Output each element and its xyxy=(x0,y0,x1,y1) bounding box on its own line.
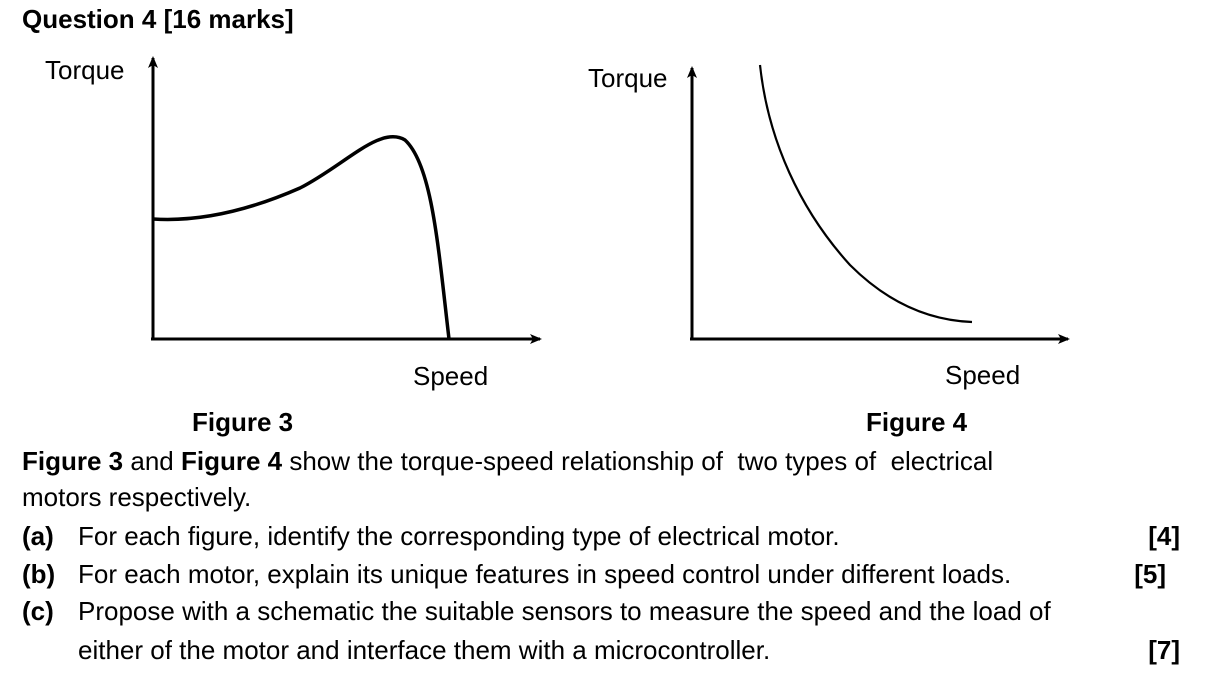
figure3-graph xyxy=(45,55,540,391)
question-b-marks: [5] xyxy=(1134,559,1166,589)
question-c-text: Propose with a schematic the suitable sensors to measure the speed and the load of xyxy=(78,596,1051,626)
figure3-xlabel: Speed xyxy=(413,361,489,391)
question-c-marks: [7] xyxy=(1148,635,1180,665)
intro-paragraph xyxy=(22,443,1132,515)
question-b-text: For each motor, explain its unique features in speed control under different loads. xyxy=(78,559,1012,589)
figure3-caption: Figure 3 xyxy=(192,407,294,437)
question-heading: Question 4 [16 marks] xyxy=(22,4,294,34)
figure4-ylabel: Torque xyxy=(588,63,668,93)
intro-text-line1: show the torque-speed relationship of two types of electrical xyxy=(282,446,994,476)
question-a-marks: [4] xyxy=(1148,521,1180,551)
question-c-label: (c) xyxy=(22,596,54,626)
figure4-torque-curve xyxy=(760,65,972,322)
question-c-text2: either of the motor and interface them with a microcontroller. xyxy=(78,635,771,665)
figure4-caption: Figure 4 xyxy=(866,407,968,437)
question-a-text: For each figure, identify the corresponding type of electrical motor. xyxy=(78,521,840,551)
intro-and: and xyxy=(123,446,181,476)
question-a-label: (a) xyxy=(22,521,54,551)
question-b-label: (b) xyxy=(22,559,56,589)
intro-fig4-ref: Figure 4 xyxy=(180,446,283,476)
figure4-xlabel: Speed xyxy=(945,360,1021,390)
figure3-ylabel: Torque xyxy=(45,55,125,85)
figure3-torque-curve xyxy=(153,137,449,339)
intro-fig3-ref: Figure 3 xyxy=(22,446,124,476)
intro-text-line2: motors respectively. xyxy=(22,482,252,512)
figure4-graph xyxy=(588,63,1068,390)
